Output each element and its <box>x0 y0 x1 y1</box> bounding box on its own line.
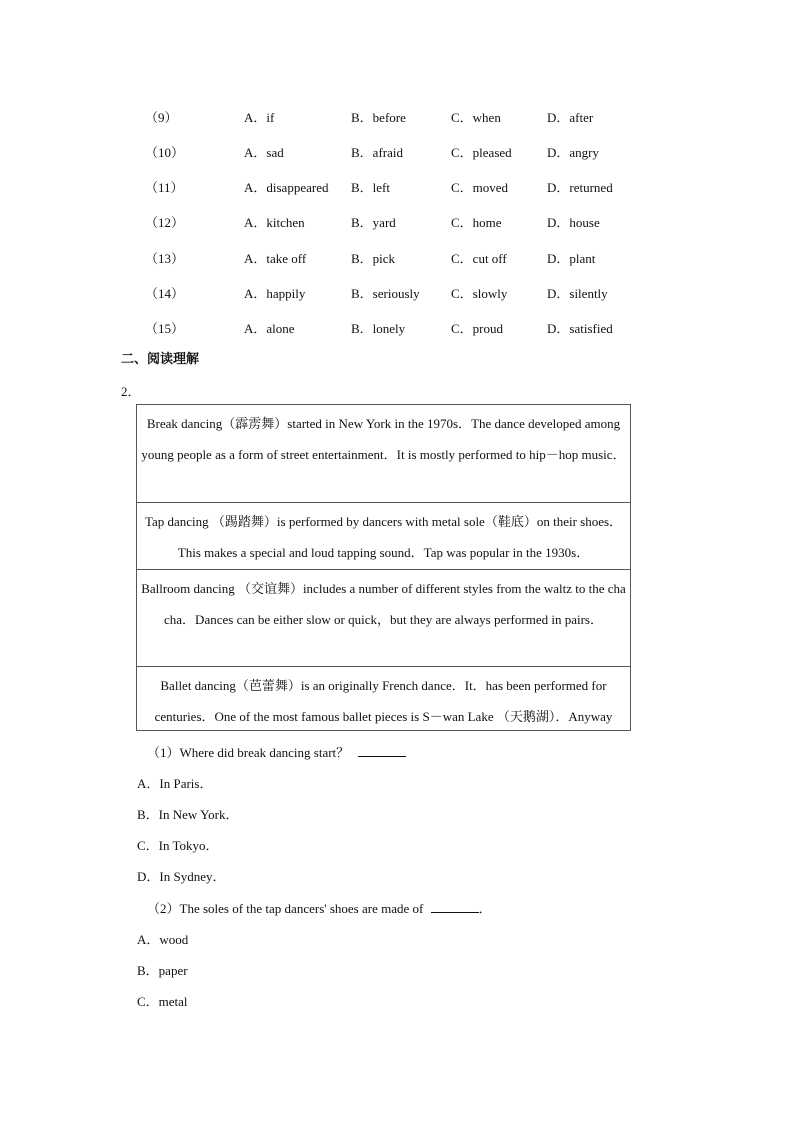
question-number: （13） <box>145 251 185 266</box>
option-row <box>0 177 794 197</box>
answer-blank[interactable] <box>358 744 406 757</box>
option-a[interactable]: A．if <box>244 110 275 125</box>
answer-option-c[interactable]: C．In Tokyo． <box>137 838 219 853</box>
answer-option-b[interactable]: B．In New York． <box>137 807 239 822</box>
sub-question-end: ． <box>478 901 492 916</box>
option-d[interactable]: D．satisfied <box>547 321 613 336</box>
answer-option-c[interactable]: C．metal <box>137 994 188 1009</box>
option-b[interactable]: B．before <box>351 110 406 125</box>
option-d[interactable]: D．returned <box>547 180 613 195</box>
answer-option-b[interactable]: B．paper <box>137 963 188 978</box>
option-c[interactable]: C．when <box>451 110 501 125</box>
answer-blank[interactable] <box>431 900 479 913</box>
passage-cell-tap-dancing: Tap dancing （踢踏舞）is performed by dancers with metal sole（鞋底）on their shoes．This makes a special and loud tapping sound．Tap was popular in the 1930s． <box>137 503 630 570</box>
option-a[interactable]: A．kitchen <box>244 215 305 230</box>
option-c[interactable]: C．proud <box>451 321 504 336</box>
option-row <box>0 142 794 162</box>
option-b[interactable]: B．seriously <box>351 286 420 301</box>
passage-cell-ballet-dancing: Ballet dancing（芭蕾舞）is an originally French dance．It．has been performed for centuries．One of the most famous ballet pieces is S－wan Lake （天鹅湖）．Anyway <box>154 678 613 724</box>
option-d[interactable]: D．after <box>547 110 594 125</box>
option-d[interactable]: D．house <box>547 215 600 230</box>
option-a[interactable]: A．take off <box>244 251 307 266</box>
option-b[interactable]: B．lonely <box>351 321 406 336</box>
option-row <box>0 212 794 232</box>
option-b[interactable]: B．left <box>351 180 390 195</box>
sub-question-text: （2）The soles of the tap dancers' shoes are made of <box>147 901 424 916</box>
answer-option-a[interactable]: A．wood <box>137 932 189 947</box>
option-d[interactable]: D．angry <box>547 145 599 160</box>
option-c[interactable]: C．slowly <box>451 286 508 301</box>
reading-passage-table <box>136 404 631 731</box>
option-a[interactable]: A．happily <box>244 286 306 301</box>
option-a[interactable]: A．alone <box>244 321 295 336</box>
option-b[interactable]: B．yard <box>351 215 396 230</box>
question-number: （15） <box>145 321 185 336</box>
question-number: 2． <box>121 384 141 399</box>
option-row <box>0 283 794 303</box>
option-row <box>0 318 794 338</box>
sub-question-stem <box>147 898 492 917</box>
option-c[interactable]: C．moved <box>451 180 509 195</box>
option-c[interactable]: C．home <box>451 215 502 230</box>
answer-option-a[interactable]: A．In Paris． <box>137 776 213 791</box>
sub-question-stem <box>147 742 406 761</box>
option-a[interactable]: A．sad <box>244 145 284 160</box>
option-d[interactable]: D．plant <box>547 251 596 266</box>
option-c[interactable]: C．pleased <box>451 145 512 160</box>
question-number: （14） <box>145 286 185 301</box>
question-number: （9） <box>145 110 178 125</box>
option-row <box>0 248 794 268</box>
sub-question-text: （1）Where did break dancing start？ <box>147 745 350 760</box>
option-d[interactable]: D．silently <box>547 286 608 301</box>
passage-cell-break-dancing: Break dancing（霹雳舞）started in New York in the 1970s．The dance developed among young people as a form of street entertainment．It is mostly performed to hip－hop music． <box>137 405 630 503</box>
question-number: （12） <box>145 215 185 230</box>
answer-option-d[interactable]: D．In Sydney． <box>137 869 226 884</box>
question-number: （10） <box>145 145 185 160</box>
option-b[interactable]: B．afraid <box>351 145 403 160</box>
option-a[interactable]: A．disappeared <box>244 180 329 195</box>
question-number: （11） <box>145 180 184 195</box>
option-c[interactable]: C．cut off <box>451 251 507 266</box>
section-title: 二、阅读理解 <box>121 352 200 367</box>
option-row <box>0 107 794 127</box>
option-b[interactable]: B．pick <box>351 251 396 266</box>
passage-cell-ballroom-dancing: Ballroom dancing （交谊舞）includes a number of different styles from the waltz to the cha cha．Dances can be either slow or quick，but they are always performed in pairs． <box>137 570 630 667</box>
